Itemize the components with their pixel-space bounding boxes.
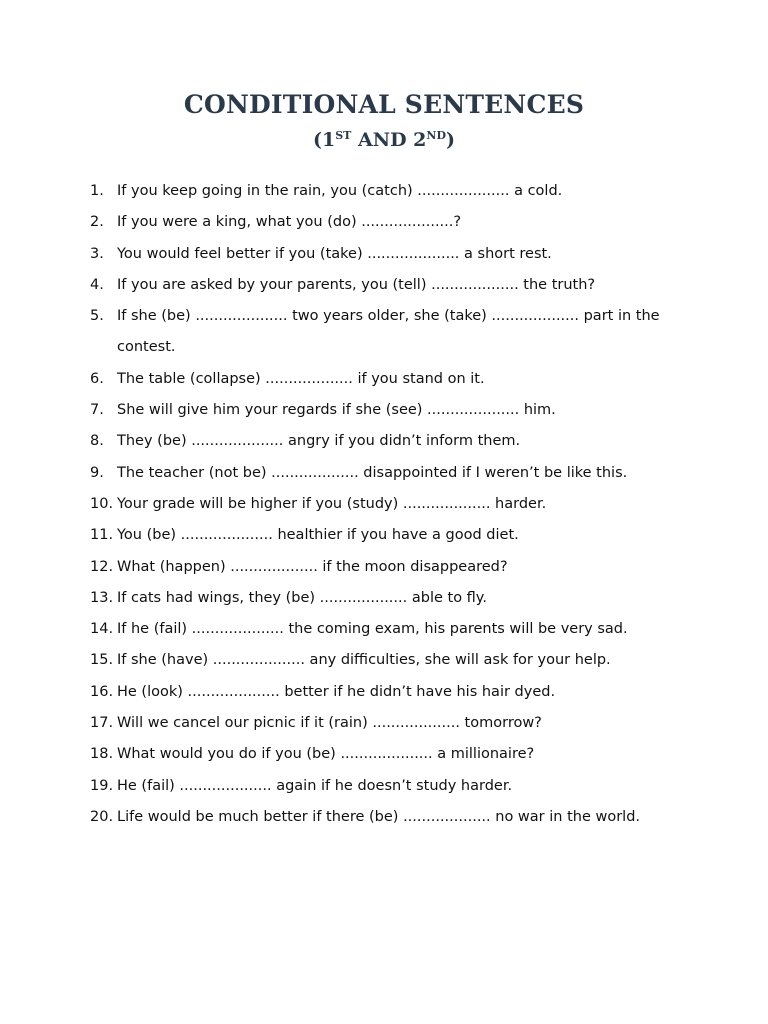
exercise-text: If he (fail) .................... the coming exam, his parents will be very sad.: [117, 621, 628, 638]
exercise-text: He (fail) .................... again if he doesn’t study harder.: [117, 777, 513, 794]
exercise-number: 18.: [90, 746, 114, 763]
exercise-item: [90, 207, 690, 238]
exercise-item: [90, 426, 690, 457]
exercise-number: 1.: [90, 183, 104, 199]
exercise-text: If she (have) .................... any difficulties, she will ask for your help.: [117, 652, 611, 669]
subtitle-close: ): [446, 129, 455, 151]
subtitle-sup-second: ND: [426, 129, 446, 142]
exercise-text: If cats had wings, they (be) ................... able to fly.: [117, 589, 487, 606]
exercise-number: 17.: [90, 715, 114, 732]
subtitle-middle: AND 2: [351, 129, 427, 151]
exercise-number: 8.: [90, 433, 104, 450]
exercise-number: 3.: [90, 245, 104, 262]
exercise-list: [90, 176, 690, 833]
exercise-item: [90, 802, 690, 833]
exercise-text: If you are asked by your parents, you (tell) ................... the truth?: [117, 276, 596, 293]
subtitle-open: (1: [313, 129, 336, 151]
exercise-text: Will we cancel our picnic if it (rain) ................... tomorrow?: [117, 715, 542, 732]
exercise-text: Your grade will be higher if you (study) ................... harder.: [117, 495, 547, 512]
exercise-item: [90, 739, 690, 770]
page-title: CONDITIONAL SENTENCES: [183, 90, 585, 119]
exercise-text: You (be) .................... healthier if you have a good diet.: [117, 527, 519, 544]
exercise-number: 4.: [90, 276, 104, 293]
exercise-text: If you keep going in the rain, you (catch) .................... a cold.: [117, 183, 563, 199]
exercise-number: 19.: [90, 777, 114, 794]
page-subtitle: [0, 126, 768, 154]
exercise-text: You would feel better if you (take) .................... a short rest.: [117, 245, 552, 262]
exercise-item: [90, 489, 690, 520]
exercise-number: 2.: [90, 214, 104, 231]
exercise-number: 9.: [90, 464, 104, 481]
exercise-text: He (look) .................... better if he didn’t have his hair dyed.: [117, 683, 556, 700]
exercise-item: [90, 583, 690, 614]
exercise-item: [90, 708, 690, 739]
exercise-number: 14.: [90, 621, 114, 638]
exercise-item: [90, 176, 690, 207]
exercise-number: 7.: [90, 402, 104, 419]
exercise-item: [90, 614, 690, 645]
exercise-number: 15.: [90, 652, 114, 669]
exercise-text: Life would be much better if there (be) ................... no war in the world.: [117, 808, 641, 825]
exercise-text: If she (be) .................... two years older, she (take) ................... part in the contest.: [117, 308, 660, 356]
exercise-number: 12.: [90, 558, 114, 575]
exercise-text: If you were a king, what you (do) ....................?: [117, 214, 462, 231]
exercise-text: She will give him your regards if she (see) .................... him.: [117, 402, 556, 419]
exercise-text: The table (collapse) ................... if you stand on it.: [117, 370, 485, 387]
exercise-item: [90, 301, 690, 364]
exercise-text: They (be) .................... angry if you didn’t inform them.: [117, 433, 521, 450]
exercise-item: [90, 677, 690, 708]
exercise-text: The teacher (not be) ................... disappointed if I weren’t be like this.: [117, 464, 628, 481]
exercise-text: What (happen) ................... if the moon disappeared?: [117, 558, 508, 575]
exercise-item: [90, 552, 690, 583]
exercise-item: [90, 395, 690, 426]
exercise-number: 13.: [90, 589, 114, 606]
exercise-text: What would you do if you (be) .................... a millionaire?: [117, 746, 535, 763]
exercise-item: [90, 771, 690, 802]
exercise-number: 5.: [90, 308, 104, 325]
exercise-item: [90, 270, 690, 301]
exercise-number: 20.: [90, 808, 114, 825]
exercise-item: [90, 520, 690, 551]
exercise-item: [90, 458, 690, 489]
exercise-number: 6.: [90, 370, 104, 387]
subtitle-sup-first: ST: [335, 129, 352, 142]
exercise-item: [90, 645, 690, 676]
exercise-number: 16.: [90, 683, 114, 700]
exercise-number: 10.: [90, 495, 114, 512]
exercise-item: [90, 364, 690, 395]
exercise-item: [90, 239, 690, 270]
exercise-number: 11.: [90, 527, 114, 544]
